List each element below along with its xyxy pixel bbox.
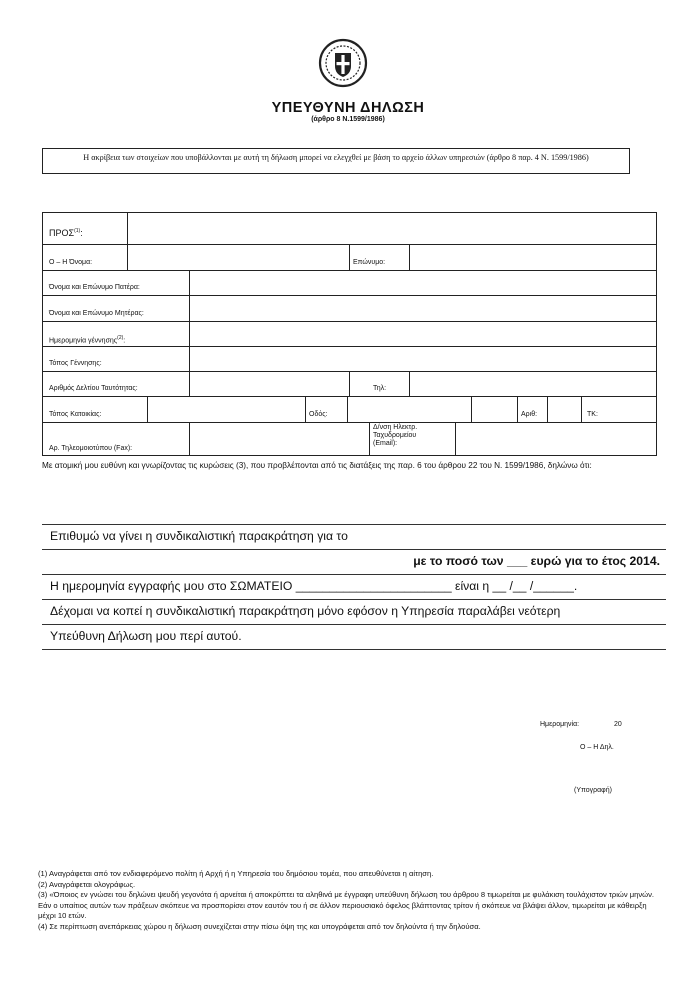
page-title: ΥΠΕΥΘΥΝΗ ΔΗΛΩΣΗ (271, 100, 425, 116)
footnotes (38, 869, 658, 932)
label-name: Ο – Η Όνομα: (49, 259, 93, 266)
label-number: Αριθ: (521, 411, 538, 418)
date-year: 20 (614, 721, 622, 728)
label-fax: Αρ. Τηλεομοιοτύπου (Fax): (49, 445, 133, 452)
footnote: (1) Αναγράφεται από τον ενδιαφερόμενο πολίτη ή Αρχή ή η Υπηρεσία του δημόσιου τομέα, που απευθύνεται η αίτηση. (38, 869, 434, 878)
label-street: Οδός: (309, 411, 328, 418)
label-father: Όνομα και Επώνυμο Πατέρα: (49, 284, 140, 291)
signature-label: (Υπογραφή) (574, 787, 612, 794)
footnote: (2) Αναγράφεται ολογράφως. (38, 879, 136, 889)
label-phone: Τηλ: (373, 385, 387, 392)
label-mother: Όνομα και Επώνυμο Μητέρας: (49, 310, 144, 317)
date-label: Ημερομηνία: (540, 721, 580, 728)
label-surname: Επώνυμο: (353, 259, 386, 266)
footnote: (3) «Όποιος εν γνώσει του δηλώνει ψευδή γεγονότα ή αρνείται ή αποκρύπτει τα αληθινά με έγγραφη υπεύθυνη δήλωση του άρθρου 8 τιμωρείται με φυλάκιση τουλάχιστον τριών μηνών. Εάν ο υπαίτιος αυτών των πράξεων σκόπευε να προσπορίσει στον εαυτόν του ή σε άλλον περιουσιακό όφελος βλάπτοντας τρίτον ή σκόπευε να βλάψει άλλον, τιμωρείται με κάθειρξη μέχρι 10 ετών. (38, 890, 654, 920)
statement-line-1: Επιθυμώ να γίνει η συνδικαλιστική παρακράτηση για το (50, 529, 348, 543)
label-id-number: Αριθμός Δελτίου Ταυτότητας: (49, 385, 138, 392)
label-email: Δ/νση Ηλεκτρ. Ταχυδρομείου (Email): (373, 424, 418, 447)
accuracy-notice: Η ακρίβεια των στοιχείων που υποβάλλονται με αυτή τη δήλωση μπορεί να ελεγχθεί με βάση το αρχείο άλλων υπηρεσιών (άρθρο 8 παρ. 4 Ν. 1599/1986) (42, 148, 630, 174)
statement-line-3: Η ημερομηνία εγγραφής μου στο ΣΩΜΑΤΕΙΟ _______________________ είναι η __ /__ /______. (50, 579, 578, 593)
statement-box (42, 524, 666, 650)
page-subtitle: (άρθρο 8 Ν.1599/1986) (311, 116, 385, 123)
label-birthdate: Ημερομηνία γέννησης$^{(2)}$: (49, 335, 126, 345)
label-residence: Τόπος Κατοικίας: (49, 411, 102, 418)
label-birthplace: Τόπος Γέννησης: (49, 360, 102, 367)
declarant-label: Ο – Η Δηλ. (580, 744, 614, 751)
statement-line-4: Δέχομαι να κοπεί η συνδικαλιστική παρακράτηση μόνο εφόσον η Υπηρεσία παραλάβει νεότερη (50, 604, 561, 618)
greek-coat-of-arms-icon (318, 38, 368, 88)
label-pros: ΠΡΟΣ$^{(1)}$: (49, 228, 83, 238)
label-postal: ΤΚ: (587, 411, 598, 418)
statement-line-2: με το ποσό των ___ ευρώ για το έτος 2014. (413, 554, 660, 568)
statement-line-5: Υπεύθυνη Δήλωση μου περί αυτού. (50, 629, 242, 643)
personal-data-form (42, 212, 657, 456)
declaration-intro: Με ατομική μου ευθύνη και γνωρίζοντας τις κυρώσεις (3), που προβλέπονται από τις διατάξεις της παρ. 6 του άρθρου 22 του Ν. 1599/1986, δηλώνω ότι: (42, 461, 592, 470)
footnote: (4) Σε περίπτωση ανεπάρκειας χώρου η δήλωση συνεχίζεται στην πίσω όψη της και υπογράφεται από τον δηλούντα ή την δηλούσα. (38, 921, 481, 931)
